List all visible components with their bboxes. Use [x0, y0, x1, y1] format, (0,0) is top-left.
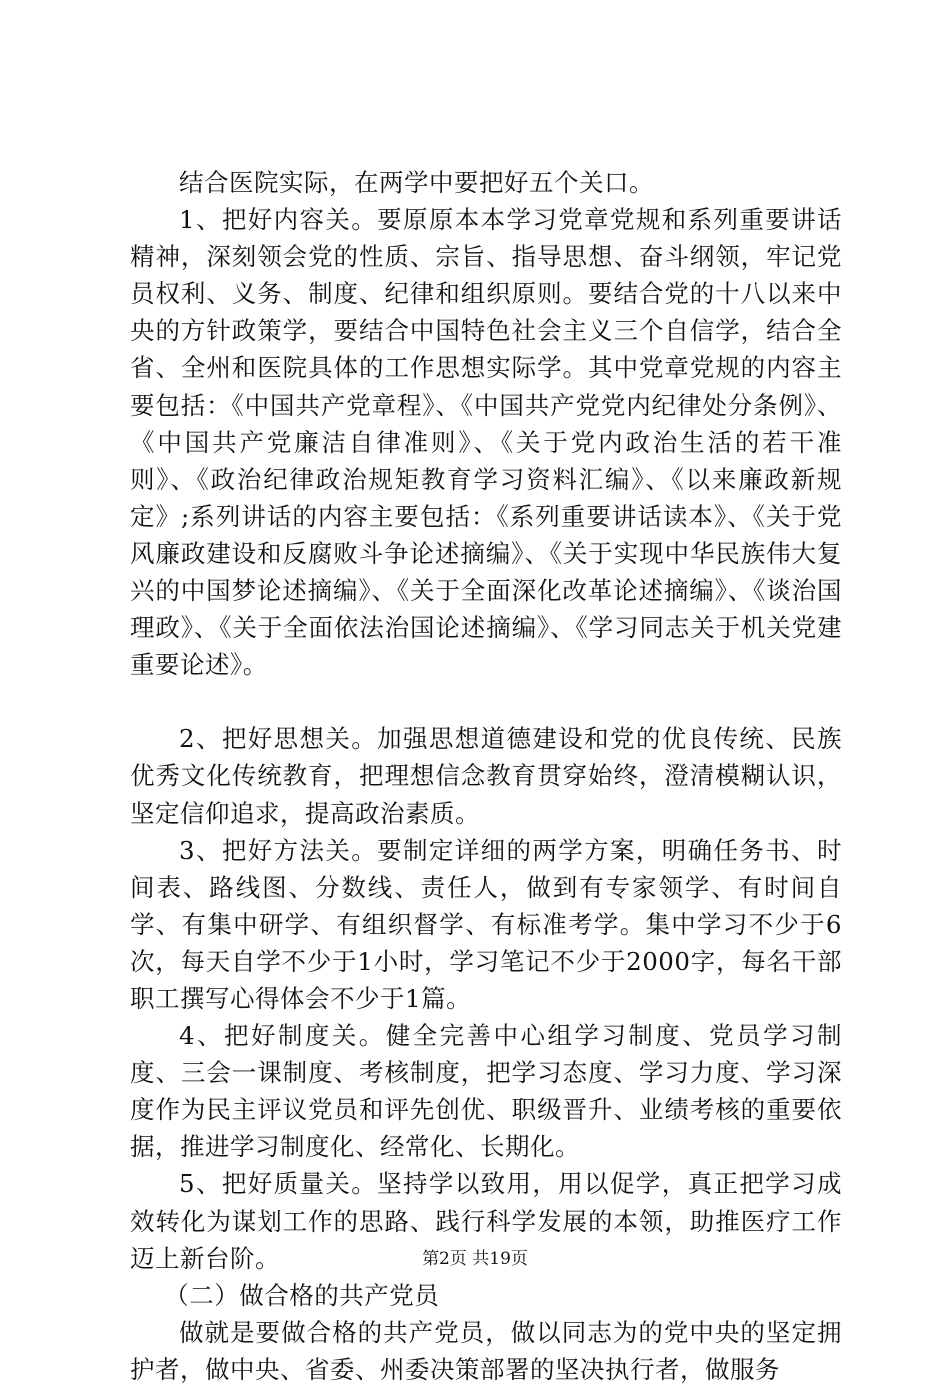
section-subheading: （二）做合格的共产党员	[164, 1280, 440, 1310]
system-checkpoint-paragraph: 4、把好制度关。健全完善中心组学习制度、党员学习制度、三会一课制度、考核制度，把学习态度、学习力度、学习深度作为民主评议党员和评先创优、职级晋升、业绩考核的重要依据，推进学习制度化、经常化、长期化。	[130, 1021, 842, 1162]
qualified-member-paragraph: 做就是要做合格的共产党员，做以同志为的党中央的坚定拥护者，做中央、省委、州委决策部署的坚决执行者，做服务	[130, 1317, 842, 1384]
method-checkpoint-paragraph: 3、把好方法关。要制定详细的两学方案，明确任务书、时间表、路线图、分数线、责任人，做到有专家领学、有时间自学、有集中研学、有组织督学、有标准考学。集中学习不少于6次，每天自学不少于1小时，学习笔记不少于2000字，每名干部职工撰写心得体会不少于1篇。	[130, 835, 842, 1013]
thought-checkpoint-paragraph: 2、把好思想关。加强思想道德建设和党的优良传统、民族优秀文化传统教育，把理想信念教育贯穿始终，澄清模糊认识，坚定信仰追求，提高政治素质。	[130, 724, 842, 828]
content-checkpoint-paragraph: 1、把好内容关。要原原本本学习党章党规和系列重要讲话精神，深刻领会党的性质、宗旨、指导思想、奋斗纲领，牢记党员权利、义务、制度、纪律和组织原则。要结合党的十八以来中央的方针政策学，要结合中国特色社会主义三个自信学，结合全省、全州和医院具体的工作思想实际学。其中党章党规的内容主要包括：《中国共产党章程》、《中国共产党党内纪律处分条例》、《中国共产党廉洁自律准则》、《关于党内政治生活的若干准则》、《政治纪律政治规矩教育学习资料汇编》、《以来廉政新规定》;系列讲话的内容主要包括：《系列重要讲话读本》、《关于党风廉政建设和反腐败斗争论述摘编》、《关于实现中华民族伟大复兴的中国梦论述摘编》、《关于全面深化改革论述摘编》、《谈治国理政》、《关于全面依法治国论述摘编》、《学习同志关于机关党建重要论述》。	[130, 205, 842, 680]
page-number-footer: 第2页 共19页	[422, 1249, 528, 1269]
intro-paragraph: 结合医院实际，在两学中要把好五个关口。	[179, 168, 654, 197]
document-body	[130, 164, 842, 1388]
quality-checkpoint-paragraph: 5、把好质量关。坚持学以致用，用以促学，真正把学习成效转化为谋划工作的思路、践行科学发展的本领，助推医疗工作迈上新台阶。	[130, 1169, 842, 1273]
